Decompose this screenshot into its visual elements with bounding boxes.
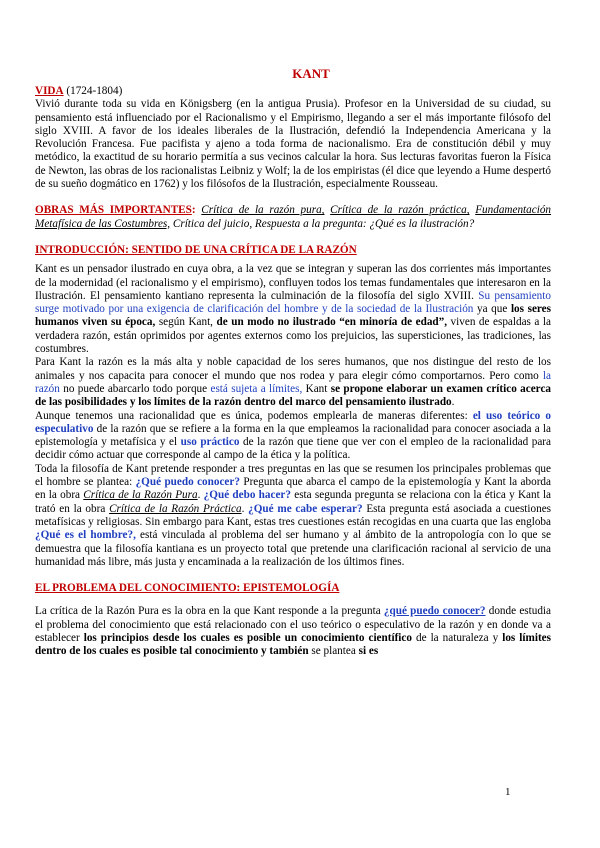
question-text: ¿Qué es el hombre?, xyxy=(35,529,136,542)
obras-heading: OBRAS MÁS IMPORTANTES xyxy=(35,204,192,217)
obras-rest: Crítica del juicio, Respuesta a la pregunta: ¿Qué es la ilustración? xyxy=(170,217,475,230)
document-body xyxy=(35,66,551,659)
text-run: Kant xyxy=(302,382,331,395)
question-text: ¿Qué debo hacer? xyxy=(203,489,291,502)
text-run: . xyxy=(451,396,455,409)
text-run: Toda la filosofía de Kant pretende responder a tres preguntas en las que se resumen los principales problemas que el hombre se plantea: xyxy=(35,462,551,489)
work-fundamentacion: Fundamentación Metafísica de las Costumbres, xyxy=(35,204,552,230)
vida-paragraph: Vivió durante toda su vida en Königsberg (en la antigua Prusia). Profesor en la Universidad de su ciudad, su pensamiento está influenciado por el Racionalismo y el Empirismo, llegando a ser el más importante filósofo del siglo XVIII. A favor de los ideales liberales de la Ilustración, defendió la Independencia Americana y la Revolución Francesa. Fue pacifista y ajeno a toda forma de nacionalismo. Era de constitución débil y muy metódico, la exactitud de su horario permitía a sus vecinos calcular la hora. Sus lecturas favoritas fueron la Física de Newton, las obras de los racionalistas Leibniz y Wolf; la de los empiristas (él dice que leyendo a Hume despertó de su sueño dogmático en 1762) y los filósofos de la Ilustración, especialmente Rousseau. xyxy=(35,98,551,191)
text-run: de la razón que se refiere a la forma en la que empleamos la racionalidad para conocer asociada a la epistemología y metafísica y el xyxy=(35,422,551,449)
question-text: ¿qué puedo conocer? xyxy=(383,605,486,618)
epistemologia-heading: EL PROBLEMA DEL CONOCIMIENTO: EPISTEMOLOGÍA xyxy=(35,582,340,595)
text-run: Esta pregunta está asociada a cuestiones metafísicas y religiosas. Sin embargo para Kant, estas tres cuestiones están recogidas en una cuarta que las engloba xyxy=(35,502,552,528)
intro-paragraph-2 xyxy=(35,356,551,409)
text-run: . xyxy=(241,502,249,515)
text-run: viven de espaldas a la verdadera razón, están oprimidos por agentes externos como los prejuicios, las supersticiones, las tradiciones, las costumbres. xyxy=(35,316,551,356)
highlight-text: uso práctico xyxy=(180,436,240,449)
page-number: 1 xyxy=(505,786,511,798)
vida-heading: VIDA xyxy=(35,85,64,97)
text-run: Pregunta que abarca el campo de la epistemología y Kant la aborda en la obra xyxy=(35,476,551,502)
intro-heading: INTRODUCCIÓN: SENTIDO DE UNA CRÍTICA DE LA RAZÓN xyxy=(35,243,357,256)
text-run: según Kant, xyxy=(155,316,217,329)
text-run: . xyxy=(197,489,204,502)
bold-text: de un modo no ilustrado “en minoría de edad”, xyxy=(216,316,448,329)
question-text: ¿Qué puedo conocer? xyxy=(135,476,240,489)
intro-paragraph-1 xyxy=(35,263,551,356)
work-critica-razon-pura: Crítica de la razón pura, xyxy=(201,204,325,217)
text-run: no puede abarcarlo todo porque xyxy=(59,382,211,395)
highlight-text: la razón xyxy=(35,369,551,395)
vida-section-header xyxy=(35,85,551,98)
bold-text: se propone elaborar un examen crítico acerca de las posibilidades y los límites de la razón dentro del marco del pensamiento ilustrado xyxy=(35,382,551,409)
question-text: ¿Qué me cabe esperar? xyxy=(248,502,363,515)
intro-paragraph-4 xyxy=(35,463,551,569)
bold-text: si es xyxy=(358,645,379,658)
highlight-text: está sujeta a límites, xyxy=(210,382,303,395)
obras-separator: : xyxy=(191,204,202,217)
text-run: La crítica de la Razón Pura es la obra en la que Kant responde a la pregunta xyxy=(35,605,384,618)
text-run: se plantea xyxy=(308,645,359,658)
text-run: está vinculada al problema del ser humano y al ámbito de la antropología con lo que se demuestra que la filosofía kantiana es un proyecto total que pretende una clarificación racional al servicio de una humanidad más libre, más justa y encaminada a la realización de los últimos fines. xyxy=(35,529,551,568)
text-run: Para Kant la razón es la más alta y noble capacidad de los seres humanos, que nos distingue del resto de los animales y nos capacita para conocer el mundo que nos rodea y para elegir cómo comportarnos. Pero como xyxy=(35,356,551,382)
text-run: Kant es un pensador ilustrado en cuya obra, a la vez que se integran y superan las dos corrientes más importantes de la modernidad (el racionalismo y el empirismo), confluyen todos los temas fundamentales que interesaron en la Ilustración. El pensamiento kantiano representa la culminación de la filosofía del siglo XVIII. xyxy=(35,263,551,302)
intro-paragraph-3 xyxy=(35,410,551,463)
obras-paragraph xyxy=(35,204,551,231)
text-run: ya que xyxy=(473,303,511,316)
bold-text: los seres humanos viven su época, xyxy=(35,303,551,329)
page-title: KANT xyxy=(292,66,330,81)
text-run: donde estudia el problema del conocimiento que está relacionado con el uso teórico o especulativo de la razón y en donde va a establecer xyxy=(35,605,552,644)
vida-dates: (1724-1804) xyxy=(63,85,123,97)
text-run: de la naturaleza y xyxy=(411,631,503,644)
bold-text: los principios desde los cuales es posible un conocimiento científico xyxy=(83,631,412,644)
text-run: Aunque tenemos una racionalidad que es única, podemos emplearla de maneras diferentes: xyxy=(35,409,473,422)
highlight-text: el uso teórico o especulativo xyxy=(35,409,551,435)
epistemologia-paragraph xyxy=(35,605,551,658)
highlight-text: Su pensamiento surge motivado por una exigencia de clarificación del hombre y de la sociedad de la Ilustración xyxy=(35,289,551,316)
work-title: Crítica de la Razón Práctica xyxy=(109,502,242,515)
work-title: Crítica de la Razón Pura xyxy=(83,489,198,502)
text-run: esta segunda pregunta se relaciona con la ética y Kant la trató en la obra xyxy=(35,489,552,515)
text-run: de la razón que tiene que ver con el empleo de la racionalidad para decidir cómo actuar que corresponde al campo de la ética y la política. xyxy=(35,436,552,462)
bold-text: los límites dentro de los cuales es posible tal conocimiento y también xyxy=(35,631,551,658)
work-critica-razon-practica: Crítica de la razón práctica, xyxy=(330,204,470,217)
